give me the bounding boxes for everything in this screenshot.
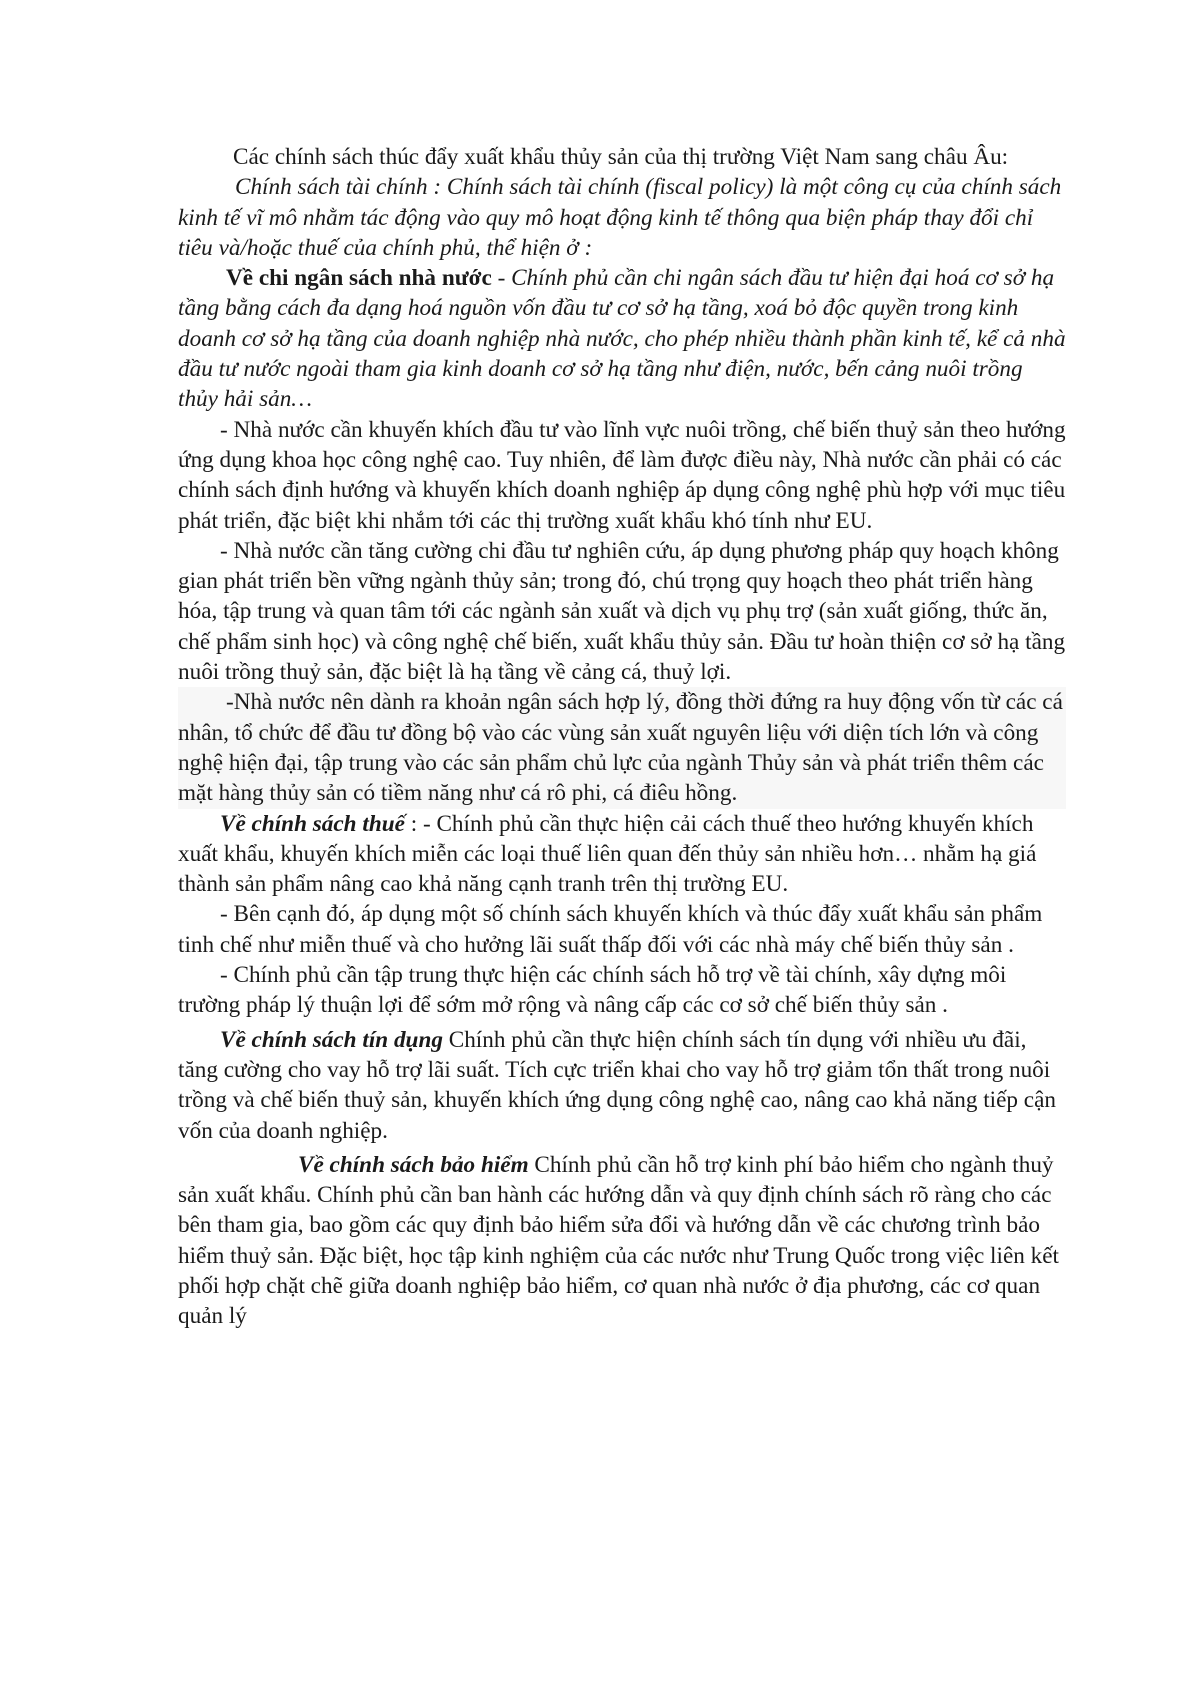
intro-paragraph: Các chính sách thúc đẩy xuất khẩu thủy sản của thị trường Việt Nam sang châu Âu: xyxy=(233,144,1009,170)
insurance-text: Chính phủ cần hỗ trợ kinh phí bảo hiểm cho ngành thuỷ sản xuất khẩu. Chính phủ cần ban hành các hướng dẫn và quy định chính sách rõ ràng cho các bên tham gia, bao gồm các quy định bảo hiểm sửa đổi và hướng dẫn về các chương trình bảo hiểm thuỷ sản. Đặc biệt, học tập kinh nghiệm của các nước như Trung Quốc trong việc liên kết phối hợp chặt chẽ giữa doanh nghiệp bảo hiểm, cơ quan nhà nước ở địa phương, các cơ quan quản lý xyxy=(178,1151,1059,1330)
budget-point-3: -Nhà nước nên dành ra khoản ngân sách hợp lý, đồng thời đứng ra huy động vốn từ các cá nhân, tổ chức để đầu tư đồng bộ vào các vùng sản xuất nguyên liệu với diện tích lớn và công nghệ hiện đại, tập trung vào các sản phẩm chủ lực của ngành Thủy sản và phát triển thêm các mặt hàng thủy sản có tiềm năng như cá rô phi, cá điêu hồng. xyxy=(178,687,1066,808)
tax-point-1: - Bên cạnh đó, áp dụng một số chính sách khuyến khích và thúc đẩy xuất khẩu sản phẩm tinh chế như miễn thuế và cho hưởng lãi suất thấp đối với các nhà máy chế biến thủy sản . xyxy=(178,901,1043,958)
budget-point-1: - Nhà nước cần khuyến khích đầu tư vào lĩnh vực nuôi trồng, chế biến thuỷ sản theo hướng ứng dụng khoa học công nghệ cao. Tuy nhiên, để làm được điều này, Nhà nước cần phải có các chính sách định hướng và khuyến khích doanh nghiệp áp dụng công nghệ phù hợp với mục tiêu phát triển, đặc biệt khi nhắm tới các thị trường xuất khẩu khó tính như EU. xyxy=(178,416,1066,534)
tax-heading: Về chính sách thuế xyxy=(220,810,405,837)
credit-text: Chính phủ cần thực hiện chính sách tín dụng với nhiều ưu đãi, tăng cường cho vay hỗ trợ lãi suất. Tích cực triển khai cho vay hỗ trợ giảm tổn thất trong nuôi trồng và chế biến thuỷ sản, khuyến khích ứng dụng công nghệ cao, nâng cao khả năng tiếp cận vốn của doanh nghiệp. xyxy=(178,1026,1056,1144)
tax-point-2: - Chính phủ cần tập trung thực hiện các chính sách hỗ trợ về tài chính, xây dựng môi trường pháp lý thuận lợi để sớm mở rộng và nâng cấp các cơ sở chế biến thủy sản . xyxy=(178,962,1007,1019)
budget-text: - Chính phủ cần chi ngân sách đầu tư hiện đại hoá cơ sở hạ tầng bằng cách đa dạng hoá nguồn vốn đầu tư cơ sở hạ tầng, xoá bỏ độc quyền trong kinh doanh cơ sở hạ tầng của doanh nghiệp nhà nước, cho phép nhiều thành phần kinh tế, kể cả nhà đầu tư nước ngoài tham gia kinh doanh cơ sở hạ tầng như điện, nước, bến cảng nuôi trồng thủy hải sản… xyxy=(178,265,1066,413)
fiscal-definition-paragraph: Chính sách tài chính : Chính sách tài chính (fiscal policy) là một công cụ của chính sách kinh tế vĩ mô nhằm tác động vào quy mô hoạt động kinh tế thông qua biện pháp thay đổi chỉ tiêu và/hoặc thuế của chính phủ, thể hiện ở : xyxy=(178,174,1062,261)
insurance-heading: Về chính sách bảo hiểm xyxy=(298,1151,529,1178)
credit-paragraph xyxy=(178,1025,1066,1146)
document-body xyxy=(178,142,1066,1332)
budget-heading: Về chi ngân sách nhà nước xyxy=(226,265,492,292)
insurance-paragraph xyxy=(178,1150,1066,1332)
tax-text: : - Chính phủ cần thực hiện cải cách thuế theo hướng khuyến khích xuất khẩu, khuyến khích miễn các loại thuế liên quan đến thủy sản nhiều hơn… nhằm hạ giá thành sản phẩm nâng cao khả năng cạnh tranh trên thị trường EU. xyxy=(178,810,1037,898)
credit-heading: Về chính sách tín dụng xyxy=(220,1026,443,1053)
tax-paragraph xyxy=(178,809,1066,900)
budget-paragraph xyxy=(178,263,1066,414)
budget-point-2: - Nhà nước cần tăng cường chi đầu tư nghiên cứu, áp dụng phương pháp quy hoạch không gian phát triển bền vững ngành thủy sản; trong đó, chú trọng quy hoạch theo phát triển hàng hóa, tập trung và quan tâm tới các ngành sản xuất và dịch vụ phụ trợ (sản xuất giống, thức ăn, chế phẩm sinh học) và công nghệ chế biến, xuất khẩu thủy sản. Đầu tư hoàn thiện cơ sở hạ tầng nuôi trồng thuỷ sản, đặc biệt là hạ tầng về cảng cá, thuỷ lợi. xyxy=(178,537,1066,686)
